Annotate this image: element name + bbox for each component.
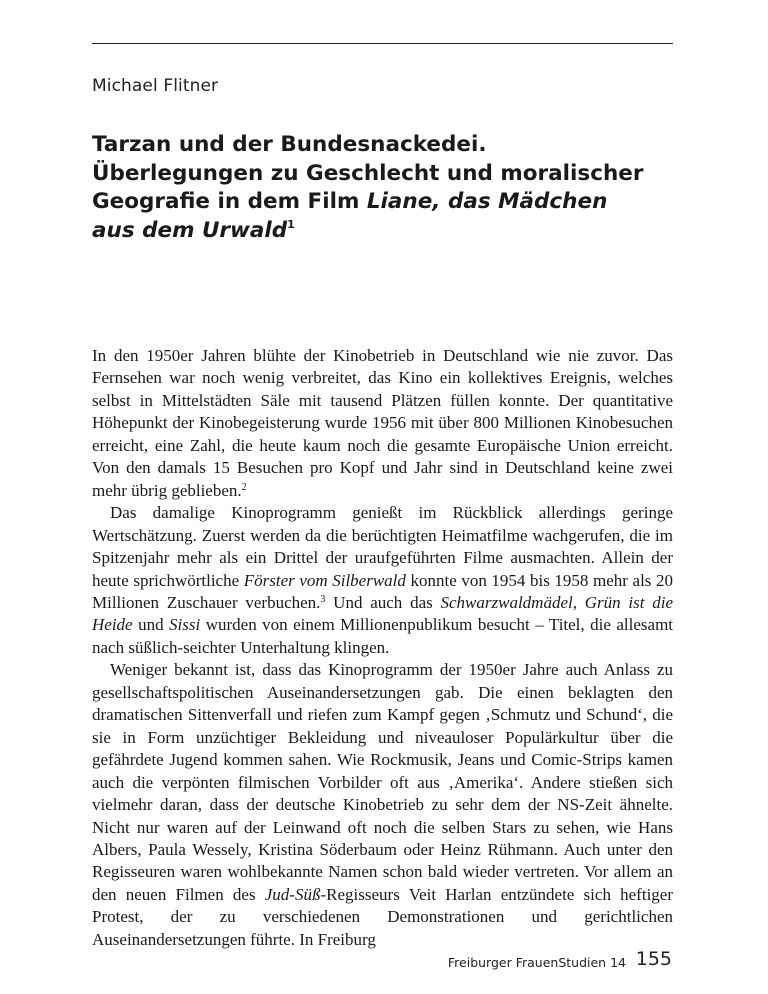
title-line-3 (92, 188, 692, 217)
footnote-marker-3[interactable]: 3 (320, 593, 326, 605)
film-title-gruen-ist-die-heide: Grün ist die Heide (92, 592, 673, 635)
paragraph-2 (92, 502, 673, 659)
author-name: Michael Flitner (92, 76, 219, 96)
paragraph-2-text-4: , (572, 592, 585, 612)
page-number: 155 (635, 948, 672, 970)
title-line-2: Überlegungen zu Geschlecht und moralischer (92, 160, 644, 186)
paragraph-2-text-6: wurden von einem Millionenpublikum besucht – Titel, die allesamt nach süßlich-seichter Unterhaltung klingen. (92, 615, 674, 657)
paragraph-2-text-1: Das damalige Kinoprogramm genießt im Rückblick allerdings geringe Wertschätzung. Zuerst werden da die berüchtigten Heimatfilme wachgerufen, die im Spitzenjahr mehr als ein Drittel der uraufgeführten Filme ausmachten. Allein der heute sprichwörtliche (92, 503, 673, 590)
title-footnote-marker[interactable]: 1 (287, 217, 295, 231)
paragraph-3-text-2: -Regisseurs Veit Harlan entzündete sich heftiger Protest, der zu verschiedenen Demonstrationen und gerichtlichen Auseinandersetzungen führte. In Freiburg (92, 884, 673, 949)
article-body (92, 345, 673, 951)
title-line-1: Tarzan und der Bundesnackedei. (92, 132, 487, 157)
film-title-foerster: Förster vom Silberwald (243, 570, 406, 590)
paragraph-3-text-1: Weniger bekannt ist, dass das Kinoprogramm der 1950er Jahre auch Anlass zu gesellschaftspolitischen Auseinandersetzungen gab. Die einen beklagten den dramatischen Sittenverfall und riefen zum Kampf gegen ‚Schmutz und Schund‘, die sie in Form unzüchtiger Bekleidung und niveauloser Populärkultur über die gefährdete Jugend kommen sahen. Wie Rockmusik, Jeans und Comic-Strips kamen auch die verpönten filmischen Vorbilder oft aus ‚Amerika‘. Andere stießen sich vielmehr daran, dass der deutsche Kinobetrieb zu sehr dem der NS-Zeit ähnelte. Nicht nur waren auf der Leinwand oft noch die selben Stars zu sehen, wie Hans Albers, Paula Wessely, Kristina Söderbaum oder Heinz Rühmann. Auch unter den Regisseuren waren wohlbekannte Namen schon bald wieder vertreten. Vor allem an den neuen Filmen des (92, 660, 673, 904)
film-title-part-1: Liane, das Mädchen (366, 189, 608, 214)
paragraph-3 (92, 659, 673, 951)
article-title (92, 131, 692, 245)
paragraph-1 (92, 345, 673, 502)
paragraph-1-text: In den 1950er Jahren blühte der Kinobetrieb in Deutschland wie nie zuvor. Das Fernsehen war noch wenig verbreitet, das Kino ein kollektives Ereignis, welches selbst in Mittelstädten Säle mit tausend Plätzen füllen konnte. Der quantitative Höhepunkt der Kinobegeisterung wurde 1956 mit über 800 Millionen Kinobesuchen erreicht, eine Zahl, die heute kaum noch die gesamte Europäische Union erreicht. Von den damals 15 Besuchen pro Kopf und Jahr sind in Deutschland keine zwei mehr übrig geblieben. (92, 346, 673, 500)
paragraph-2-text-5: und (132, 615, 170, 635)
film-title-schwarzwaldmaedel: Schwarzwaldmädel (440, 592, 573, 612)
header-rule (92, 43, 673, 44)
title-line-4 (92, 217, 692, 246)
title-line-3-plain: Geografie in dem Film (92, 189, 367, 214)
film-title-sissi: Sissi (169, 615, 201, 635)
paragraph-2-text-2: konnte von 1954 bis 1958 mehr als 20 Millionen Zuschauer verbuchen. (92, 570, 674, 612)
journal-name: Freiburger FrauenStudien 14 (447, 955, 626, 970)
footnote-marker-2[interactable]: 2 (241, 481, 247, 493)
film-title-part-2: aus dem Urwald (92, 217, 288, 243)
film-title-jud-suess: Jud-Süß (264, 884, 321, 904)
paragraph-2-text-3: Und auch das (325, 592, 441, 612)
